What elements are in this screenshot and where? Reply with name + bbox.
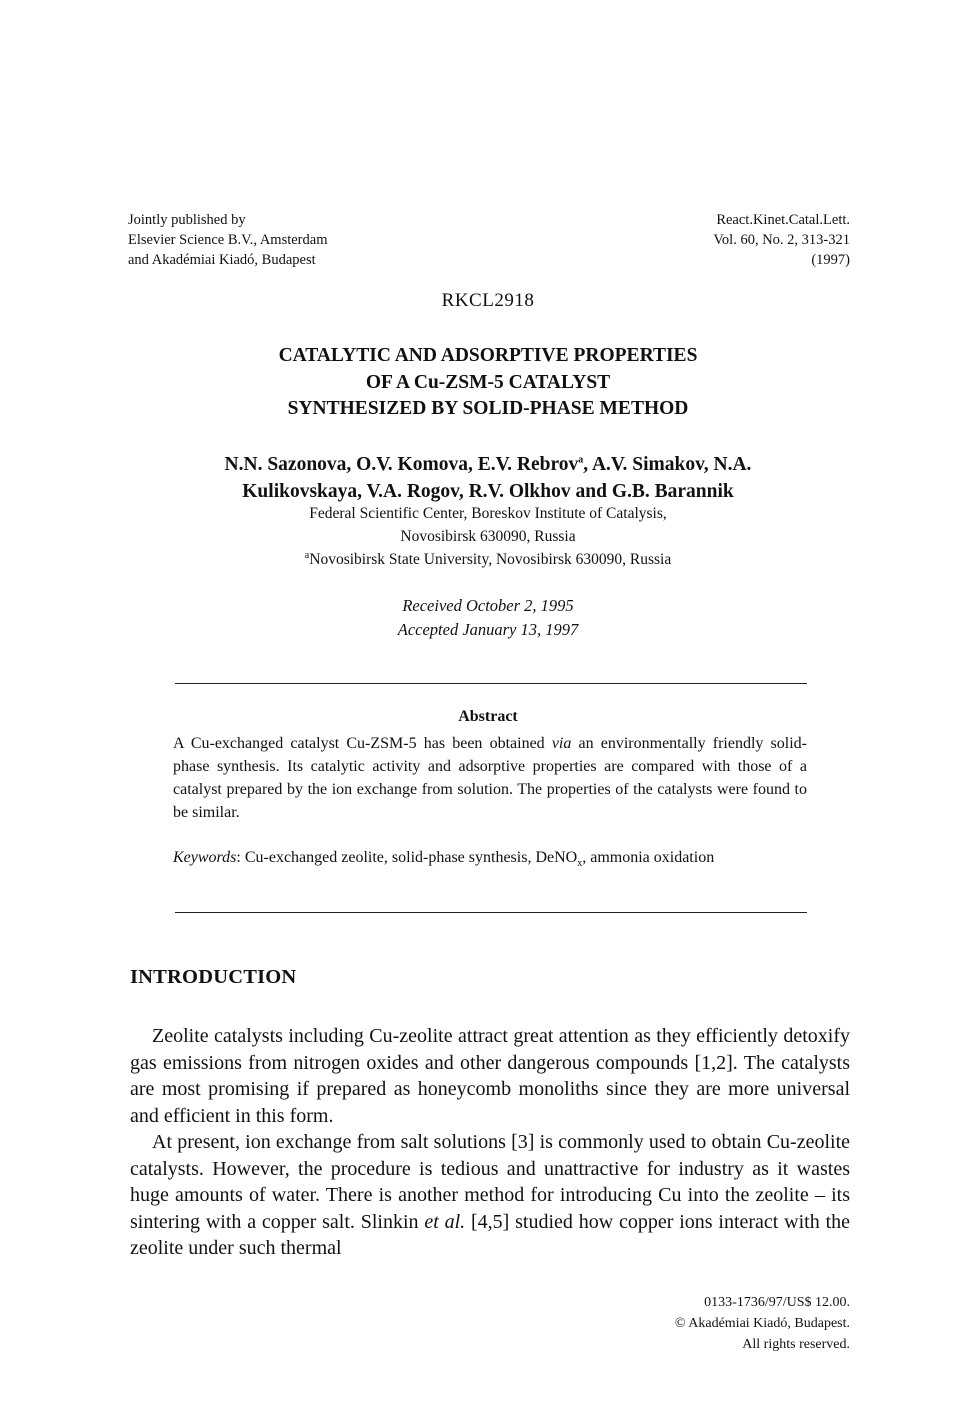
- journal-line: (1997): [811, 252, 850, 268]
- affiliation-mark: a: [578, 454, 584, 466]
- journal-line: Vol. 60, No. 2, 313-321: [713, 232, 850, 248]
- article-dates: [0, 594, 976, 642]
- footer-line: © Akadémiai Kiadó, Budapest.: [674, 1316, 850, 1331]
- abstract-heading: Abstract: [458, 708, 518, 725]
- author-text: N.N. Sazonova, O.V. Komova, E.V. Rebrov: [224, 454, 579, 475]
- received-date: Received October 2, 1995: [402, 596, 574, 615]
- paragraph-span: At present, ion exchange from salt solutions [3] is commonly used to obtain Cu-zeolite catalysts. However, the procedure is tedious and unattractive for industry as it wastes huge amounts of water. There is another method for introducing Cu into the zeolite – its sintering with a copper salt. Slinkin: [130, 1131, 850, 1233]
- divider: [175, 683, 807, 684]
- footer-line: All rights reserved.: [742, 1337, 850, 1352]
- author-text: , A.V. Simakov, N.A.: [583, 454, 752, 475]
- publisher-line: Elsevier Science B.V., Amsterdam: [128, 232, 328, 248]
- journal-reference: [713, 210, 850, 270]
- paper-title: [0, 343, 976, 423]
- author-list: [0, 451, 976, 505]
- journal-line: React.Kinet.Catal.Lett.: [716, 212, 850, 228]
- paragraph-text: [130, 1129, 850, 1262]
- affiliation-line: Novosibirsk 630090, Russia: [400, 528, 576, 545]
- copyright-footer: [675, 1292, 850, 1355]
- title-line: SYNTHESIZED BY SOLID-PHASE METHOD: [287, 398, 689, 419]
- affiliations: [0, 502, 976, 571]
- abstract-span: A Cu-exchanged catalyst Cu-ZSM-5 has been obtained: [173, 735, 552, 752]
- intro-paragraph-2: [130, 1129, 850, 1262]
- title-line: CATALYTIC AND ADSORPTIVE PROPERTIES: [278, 345, 698, 366]
- abstract-italic: via: [551, 735, 572, 752]
- accepted-date: Accepted January 13, 1997: [397, 620, 579, 639]
- keywords-subscript: x: [577, 858, 583, 870]
- keywords-label: Keywords: [173, 849, 237, 866]
- publisher-info: [128, 210, 327, 270]
- keywords: [173, 846, 807, 869]
- keywords-text: : Cu-exchanged zeolite, solid-phase synthesis, DeNO: [236, 849, 578, 866]
- affiliation-line: [0, 548, 976, 571]
- affiliation-line: Federal Scientific Center, Boreskov Institute of Catalysis,: [309, 505, 667, 522]
- author-line: Kulikovskaya, V.A. Rogov, R.V. Olkhov and G.B. Barannik: [242, 481, 734, 502]
- affiliation-text: Novosibirsk State University, Novosibirsk 630090, Russia: [309, 551, 672, 568]
- affiliation-mark: a: [304, 549, 310, 561]
- paragraph-italic: et al.: [424, 1210, 466, 1233]
- title-line: OF A Cu-ZSM-5 CATALYST: [365, 371, 611, 393]
- author-line: [0, 451, 976, 478]
- abstract-span: an environmentally friendly solid-phase synthesis. Its catalytic activity and adsorptive properties are compared with those of a catalyst prepared by the ion exchange from solution. The properties of the catalysts were found to be similar.: [173, 735, 807, 821]
- footer-line: 0133-1736/97/US$ 12.00.: [704, 1295, 850, 1310]
- divider: [175, 912, 807, 913]
- section-heading: INTRODUCTION: [130, 966, 297, 988]
- paragraph-text: Zeolite catalysts including Cu-zeolite attract great attention as they efficiently detoxify gas emissions from nitrogen oxides and other dangerous compounds [1,2]. The catalysts are most promising if prepared as honeycomb monoliths since they are more universal and efficient in this form.: [130, 1025, 850, 1127]
- publisher-line: Jointly published by: [128, 212, 246, 228]
- article-code: RKCL2918: [441, 290, 535, 311]
- publisher-line: and Akadémiai Kiadó, Budapest: [128, 252, 316, 268]
- abstract-text: [173, 732, 807, 824]
- intro-paragraph-1: [130, 1023, 850, 1129]
- paragraph-span: [4,5] studied how copper ions interact with the zeolite under such thermal: [130, 1210, 850, 1259]
- keywords-text: , ammonia oxidation: [582, 849, 715, 866]
